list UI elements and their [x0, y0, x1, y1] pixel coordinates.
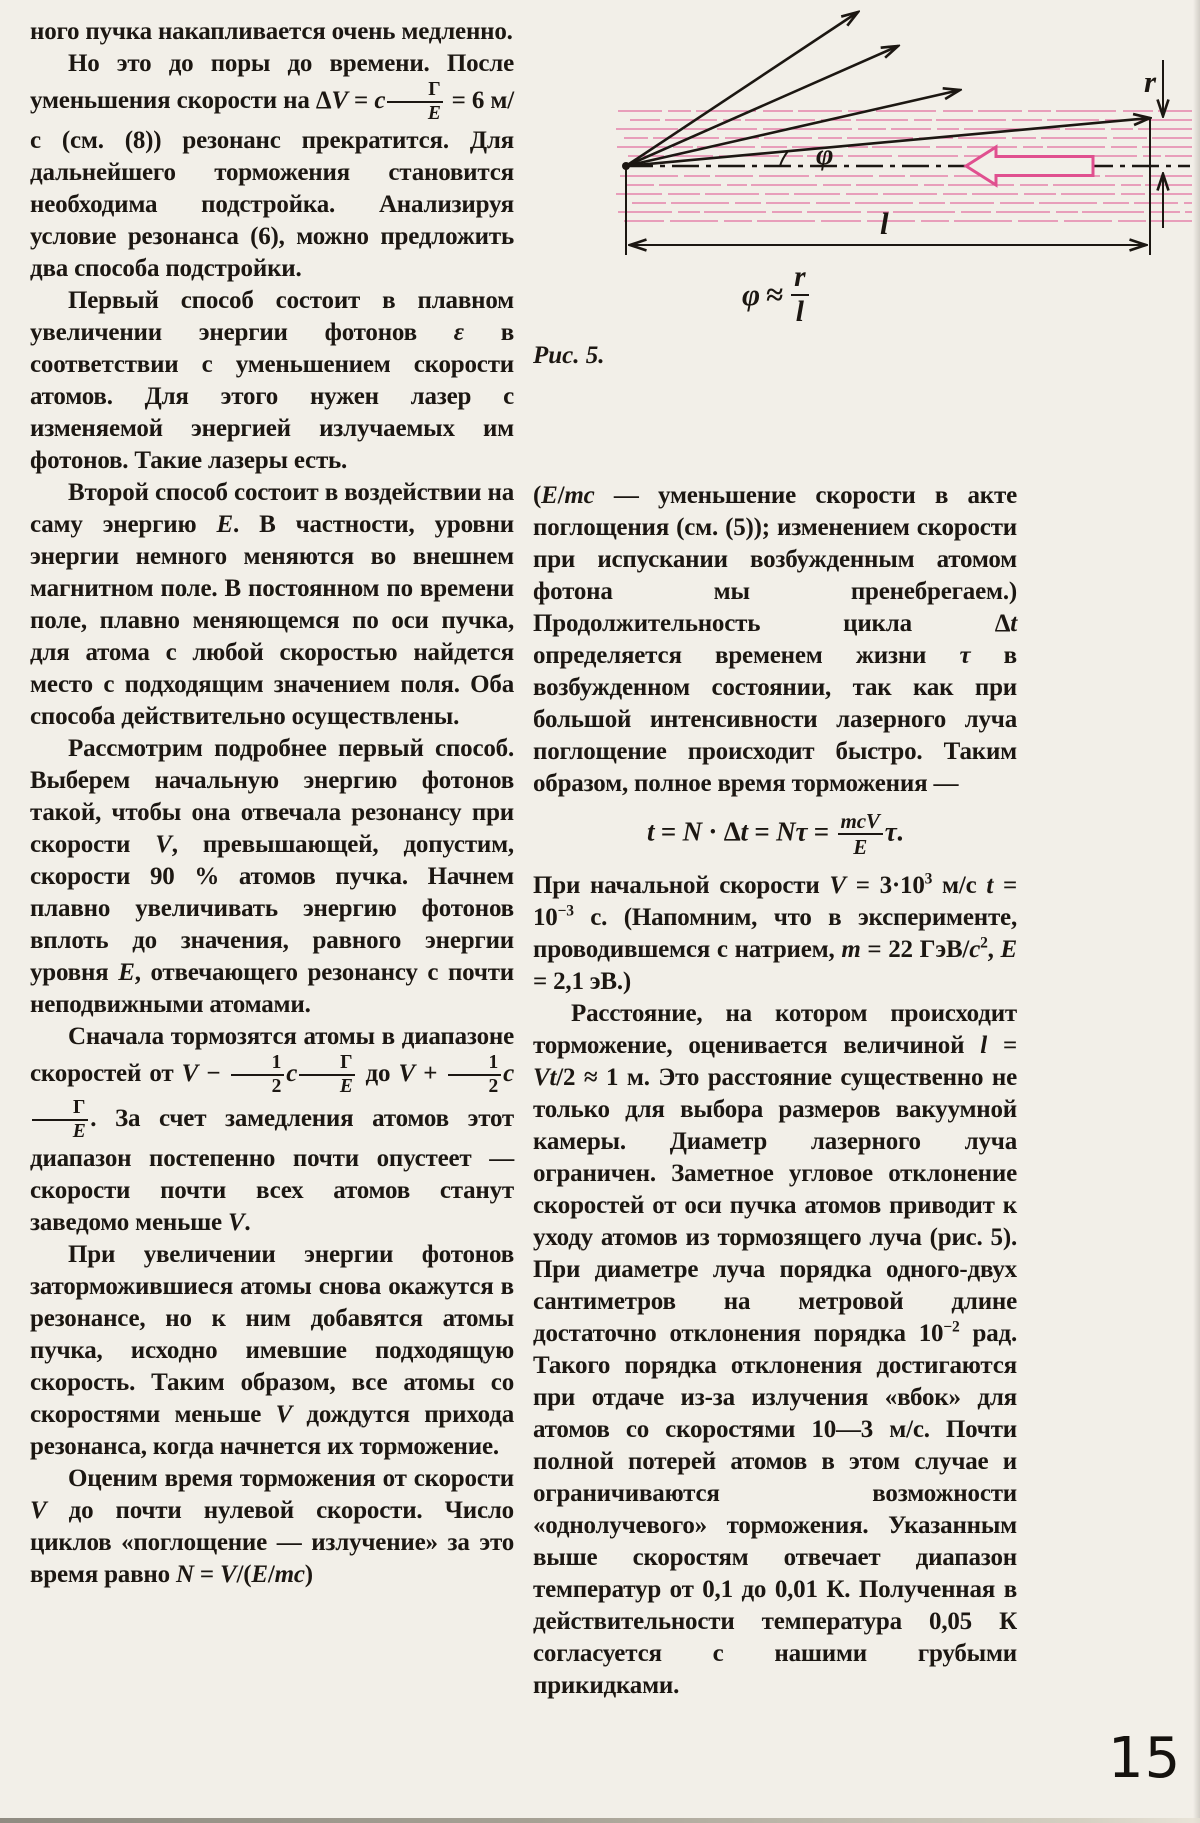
- fraction: $\frac{1}{2}$: [231, 1053, 285, 1098]
- math-variable: E: [853, 835, 868, 860]
- math-variable: Vt: [533, 1064, 557, 1092]
- math-variable: N: [175, 1560, 194, 1588]
- paragraph: Но это до поры до времени. После уменьшения скорости на ΔV = c $\frac{\Gamma}{E}$ = 6 м/с (см. (8)) резонанс прекратится. Для дальнейшего торможения становится необходима подстройка. Анализируя условие резонанса (6), можно предложить два способа подстройки.: [30, 50, 514, 282]
- paragraph: При увеличении энергии фотонов заторможившиеся атомы снова окажутся в резонансе, но к ним добавятся атомы пучка, исходно имевшие подходящую скорость. Таким образом, все атомы со скоростями меньше V дождутся прихода резонанса, когда начнется их торможение.: [30, 1240, 514, 1460]
- math-variable: mc: [564, 482, 595, 509]
- math-variable: mcV: [840, 809, 880, 833]
- math-variable: c: [969, 936, 981, 964]
- paragraph: При начальной скорости $V = 3\cdot 10^3$ м/с $t = 10^{-3}$ с. (Напомним, что в эксперименте, проводившемся с натрием, m = 22 ГэВ/$c^2$, E = 2,1 эВ.): [533, 870, 1018, 996]
- math-variable: N: [776, 816, 796, 847]
- math-variable: τ: [884, 816, 897, 847]
- fraction: $\frac{\Gamma}{E}$: [387, 80, 443, 125]
- math-variable: l: [795, 295, 804, 328]
- math-variable: τ: [959, 642, 971, 669]
- math-variable: V: [219, 1560, 237, 1588]
- display-equation: t = N · Δt = Nτ = $\frac{\text{mcV}}{E}$ τ.: [646, 809, 904, 860]
- figure-caption: Рис. 5.: [533, 342, 605, 369]
- math-variable: V: [398, 1060, 416, 1088]
- fraction: [791, 262, 808, 328]
- math-variable: t: [740, 816, 748, 847]
- math-variable: V: [829, 872, 846, 900]
- math-variable: E: [541, 482, 558, 509]
- fraction: $\frac{\Gamma}{E}$: [299, 1053, 355, 1098]
- math-variable: E: [427, 103, 441, 125]
- math-variable: ε: [453, 318, 464, 346]
- paragraph: ного пучка накапливается очень медленно.: [30, 18, 513, 45]
- math-variable: mc: [274, 1560, 305, 1588]
- math-variable: m: [841, 936, 861, 964]
- paragraph: Сначала тормозятся атомы в диапазоне скоростей от V − $\frac{1}{2}$ c $\frac{\Gamma}{E}$ до V + $\frac{1}{2}$ c $\frac{\Gamma}{E}$ . За счет замедления атомов этот диапазон постепенно почти опустеет — скорости почти всех атомов станут заведомо меньше V.: [30, 1022, 514, 1236]
- math-variable: t: [646, 816, 655, 847]
- figure-5-diagram: [538, 4, 1198, 262]
- fraction: $\frac{\Gamma}{E}$: [32, 1098, 88, 1143]
- math-variable: τ: [795, 816, 808, 847]
- superscript: 3: [924, 870, 933, 888]
- superscript: 2: [980, 934, 988, 952]
- fraction: $\frac{1}{2}$: [448, 1053, 502, 1098]
- math-variable: E: [1000, 936, 1017, 964]
- math-variable: E: [251, 1560, 268, 1588]
- paragraph: Второй способ состоит в воздействии на саму энергию E. В частности, уровни энергии немного меняются во внешнем магнитном поле. В постоянном по времени поле, плавно меняющемся по оси пучка, для атома с любой скоростью найдется место с подходящим значением поля. Оба способа действительно осуществлены.: [30, 478, 514, 730]
- fraction: [838, 810, 883, 858]
- page-edge-shadow-right: [1193, 0, 1200, 1823]
- math-variable: c: [286, 1060, 298, 1088]
- page-number: 15: [1108, 1726, 1182, 1791]
- math-variable: E: [216, 510, 233, 538]
- page-edge-shadow-bottom: [0, 1818, 1200, 1823]
- math-variable: V: [30, 1496, 47, 1524]
- paragraph: Оценим время торможения от скорости V до почти нулевой скорости. Число циклов «поглощение — излучение» за это время равно N = V/(E/mc): [30, 1464, 514, 1588]
- paragraph: Расстояние, на котором происходит торможение, оценивается величиной l = Vt/2 ≈ 1 м. Это расстояние существенно не только для выбора размеров вакуумной камеры. Диаметр лазерного луча ограничен. Заметное угловое отклонение скоростей от оси пучка атомов приводит к уходу атомов из тормозящего луча (рис. 5). При диаметре луча порядка одного-двух сантиметров на метровой длине достаточно отклонения порядка $10^{-2}$ рад. Такого порядка отклонения достигаются при отдаче из-за излучения «вбок» для атомов со скоростями 10—3 м/с. Почти полной потерей атомов в этом случае и ограничиваются возможности «однолучевого» торможения. Указанным выше скоростям отвечает диапазон температур от 0,1 до 0,01 К. Полученная в действительности температура 0,05 К согласуется с нашими грубыми прикидками.: [533, 1000, 1017, 1700]
- left-column: [30, 16, 514, 1591]
- math-variable: l: [980, 1032, 987, 1060]
- r-label: r: [1144, 64, 1157, 99]
- math-variable: r: [794, 261, 806, 293]
- math-variable: E: [339, 1076, 353, 1098]
- math-variable: c: [503, 1060, 514, 1088]
- figure-5: [538, 4, 1198, 262]
- paragraph: Первый способ состоит в плавном увеличении энергии фотонов ε в соответствии с уменьшением скорости атомов. Для этого нужен лазер с изменяемой энергией излучаемых им фотонов. Такие лазеры есть.: [30, 286, 514, 474]
- math-variable: V: [181, 1060, 199, 1088]
- math-variable: V: [331, 87, 348, 115]
- math-variable: t: [986, 872, 994, 900]
- phi-label: φ: [816, 138, 834, 171]
- math-variable: V: [227, 1208, 245, 1236]
- superscript: −2: [943, 1318, 960, 1336]
- math-variable: c: [374, 87, 386, 115]
- math-variable: V: [275, 1400, 293, 1428]
- figure-formula: φ ≈ $\frac{r}{l}$: [742, 262, 811, 328]
- paragraph: Рассмотрим подробнее первый способ. Выберем начальную энергию фотонов такой, чтобы она отвечала резонансу при скорости V, превышающей, допустим, скорости 90 % атомов пучка. Начнем плавно увеличивать энергию фотонов вплоть до значения, равного энергии уровня E, отвечающего резонансу с почти неподвижными атомами.: [30, 734, 515, 1018]
- l-label: l: [880, 206, 889, 241]
- math-variable: N: [682, 816, 702, 847]
- atom-trajectory-arrows: [622, 12, 1150, 170]
- superscript: −3: [557, 902, 574, 920]
- right-column: [533, 480, 1017, 1702]
- math-variable: t: [1010, 610, 1017, 637]
- math-variable: φ: [742, 276, 761, 312]
- paragraph: (E/mc — уменьшение скорости в акте поглощения (см. (5)); изменением скорости при испускании возбужденным атомом фотона мы пренебрегаем.) Продолжительность цикла Δt определяется временем жизни τ в возбужденном состоянии, так как при большой интенсивности лазерного луча поглощение происходит быстро. Таким образом, полное время торможения —: [533, 482, 1017, 797]
- math-variable: V: [155, 830, 172, 858]
- math-variable: E: [72, 1121, 86, 1143]
- laser-beam-arrow-icon: [966, 147, 1093, 185]
- math-variable: E: [118, 958, 135, 986]
